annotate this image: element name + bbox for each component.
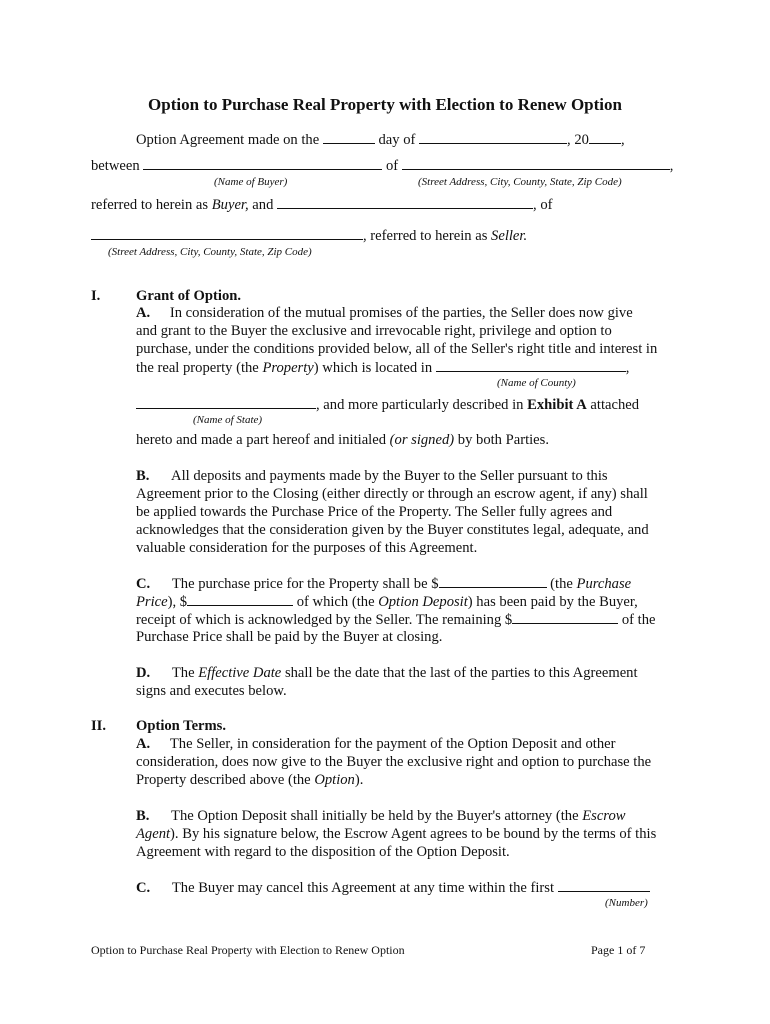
s1c-line-3 — [136, 611, 656, 629]
s1c-text-1a: The purchase price for the Property shall be $ — [171, 576, 439, 592]
s2c-line-1 — [136, 879, 650, 897]
of-text: of — [385, 158, 399, 174]
option-deposit-term: Option Deposit — [378, 594, 468, 610]
s1b-line-1 — [136, 468, 608, 485]
seller-address-hint: (Street Address, City, County, State, Zip Code) — [108, 246, 312, 258]
intro-line-3 — [91, 196, 553, 214]
section-2-numeral: II. — [91, 718, 107, 734]
name-of-county-hint: (Name of County) — [497, 377, 576, 389]
agent-term: Agent — [136, 826, 171, 842]
s1b-line-2: Agreement prior to the Closing (either directly or through an escrow agent, if any) shall — [136, 486, 648, 502]
made-on-text: Option Agreement made on the — [136, 132, 320, 148]
s2a-line-2: consideration, does now give to the Buyer the exclusive right and option to purchase the — [136, 754, 652, 770]
s1a-line-4: the real property (the Property) which is located in , — [136, 360, 630, 376]
number-hint: (Number) — [605, 897, 648, 909]
s1a-text-6a: hereto and made a part hereof and initialed — [136, 432, 387, 448]
buyer-name-field[interactable] — [143, 157, 382, 170]
intro-line-1: Option Agreement made on the day of , 20 , — [136, 132, 625, 148]
s1a-text-5a: , and more particularly described in — [316, 397, 524, 413]
s1a-line-3: purchase, under the conditions provided below, all of the Seller's right title and interest in — [136, 341, 658, 357]
s1b-line-3: be applied towards the Purchase Price of the Property. The Seller fully agrees and — [136, 504, 613, 520]
s1c-label: C. — [136, 576, 151, 592]
between-text: between — [91, 158, 140, 174]
referred-buyer-text: referred to herein as — [91, 197, 209, 213]
s1a-text-4b: ) which is located in — [313, 360, 433, 376]
s1c-line-2 — [136, 593, 638, 611]
name-of-buyer-hint: (Name of Buyer) — [214, 176, 288, 188]
s1a-line-5 — [136, 396, 639, 414]
s1a-label: A. — [136, 305, 151, 321]
property-term: Property — [262, 360, 314, 376]
s2b-line-1 — [136, 808, 625, 825]
s2b-text-2: ). By his signature below, the Escrow Agent agrees to be bound by the terms of this — [170, 826, 657, 842]
s1b-line-4: acknowledges that the consideration given by the Buyer constitutes legal, adequate, and — [136, 522, 649, 538]
s1a-text-6b: by both Parties. — [457, 432, 549, 448]
s2a-text-1: The Seller, in consideration for the payment of the Option Deposit and other — [169, 736, 616, 752]
number-field[interactable] — [558, 879, 650, 892]
s1b-text-1: All deposits and payments made by the Buyer to the Seller pursuant to this — [171, 468, 608, 484]
year-field[interactable] — [589, 131, 621, 144]
s1d-text-1a: The — [171, 665, 195, 681]
referred-seller-text: , referred to herein as — [363, 228, 488, 244]
option-term: Option — [314, 772, 355, 788]
price-term: Price — [136, 594, 168, 610]
s1d-text-1b: shall be the date that the last of the parties to this Agreement — [284, 665, 638, 681]
day-field[interactable] — [323, 131, 375, 144]
footer-page-number: Page 1 of 7 — [591, 943, 646, 957]
s2b-line-2 — [136, 826, 656, 843]
remaining-amount-field[interactable] — [512, 611, 618, 624]
option-deposit-field[interactable] — [187, 593, 293, 606]
or-signed-term: (or signed) — [389, 432, 455, 448]
effective-date-term: Effective Date — [198, 665, 282, 681]
buyer-address-field[interactable] — [402, 157, 670, 170]
s1c-text-3a: receipt of which is acknowledged by the Seller. The remaining $ — [136, 612, 513, 628]
s1c-text-2b: of which (the — [296, 594, 375, 610]
of-comma-text: , of — [533, 197, 553, 213]
s1a-line-6 — [136, 432, 549, 449]
exhibit-a-term: Exhibit A — [527, 397, 587, 413]
s1d-line-2: signs and executes below. — [136, 683, 287, 699]
footer-document-name: Option to Purchase Real Property with Election to Renew Option — [91, 943, 405, 957]
month-field[interactable] — [419, 131, 567, 144]
s2b-label: B. — [136, 808, 150, 824]
and-text: and — [252, 197, 274, 213]
s1c-line-1 — [136, 575, 631, 593]
s2c-text-1: The Buyer may cancel this Agreement at any time within the first — [171, 880, 555, 896]
s1b-line-5: valuable consideration for the purposes of this Agreement. — [136, 540, 478, 556]
seller-name-field[interactable] — [277, 196, 533, 209]
s1a-line-1 — [136, 305, 633, 322]
section-1-numeral: I. — [91, 288, 101, 304]
s1a-line-2: and grant to the Buyer the exclusive and irrevocable right, privilege and option to — [136, 323, 612, 339]
buyer-term: Buyer, — [211, 197, 249, 213]
s2c-label: C. — [136, 880, 151, 896]
intro-line-2: between of , — [91, 158, 674, 174]
escrow-term: Escrow — [582, 808, 626, 824]
s1c-text-2a: ), $ — [167, 594, 188, 610]
section-1-heading: Grant of Option. — [136, 288, 241, 304]
s1c-text-3b: of the — [621, 612, 656, 628]
purchase-term: Purchase — [576, 576, 632, 592]
s1d-line-1 — [136, 665, 638, 682]
s1a-text-4a: the real property (the — [136, 360, 259, 376]
document-title: Option to Purchase Real Property with Election to Renew Option — [148, 95, 622, 114]
s1b-label: B. — [136, 468, 150, 484]
s2a-line-3 — [136, 772, 363, 789]
purchase-price-field[interactable] — [439, 575, 547, 588]
day-of-text: day of — [378, 132, 416, 148]
s2a-label: A. — [136, 736, 151, 752]
name-of-state-hint: (Name of State) — [193, 414, 263, 426]
intro-line-4 — [91, 227, 527, 245]
s2a-text-3b: ). — [354, 772, 364, 788]
s2b-text-1a: The Option Deposit shall initially be held by the Buyer's attorney (the — [171, 808, 579, 824]
s2b-line-3: Agreement with regard to the disposition of the Option Deposit. — [136, 844, 510, 860]
year-prefix: , 20 — [567, 132, 589, 148]
seller-address-field[interactable] — [91, 227, 363, 240]
s1a-text-5b: attached — [590, 397, 640, 413]
s1c-text-1b: (the — [550, 576, 573, 592]
s1c-text-2c: ) has been paid by the Buyer, — [467, 594, 638, 610]
s1d-label: D. — [136, 665, 151, 681]
section-2-heading: Option Terms. — [136, 718, 227, 734]
s1a-text-1: In consideration of the mutual promises of the parties, the Seller does now give — [169, 305, 633, 321]
s2a-line-1 — [136, 736, 615, 753]
state-field[interactable] — [136, 396, 316, 409]
buyer-address-hint: (Street Address, City, County, State, Zip Code) — [418, 176, 622, 188]
s2a-text-3a: Property described above (the — [136, 772, 311, 788]
s1c-line-4: Purchase Price shall be paid by the Buyer at closing. — [136, 629, 443, 645]
seller-term: Seller. — [491, 228, 528, 244]
county-field[interactable] — [436, 359, 626, 372]
